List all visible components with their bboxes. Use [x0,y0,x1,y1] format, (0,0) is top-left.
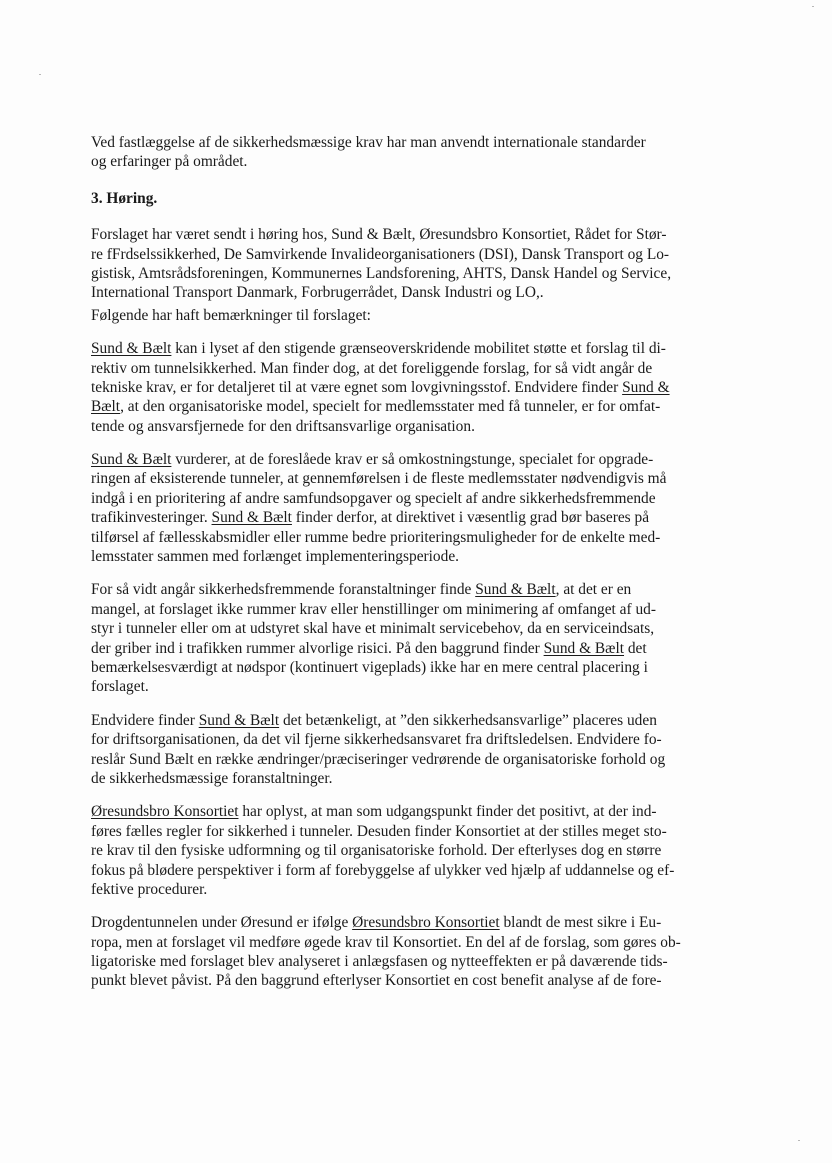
text-line: gistisk, Amtsrådsforeningen, Kommunernes Landsforening, AHTS, Dansk Handel og Service, [91,264,672,282]
text-line: Forslaget har været sendt i høring hos, Sund & Bælt, Øresundsbro Konsortiet, Rådet for Stør- [91,226,667,244]
intro-paragraph [91,133,761,172]
paragraph-oresundsbro-1 [91,802,761,899]
text-fragment: vurderer, at de foreslåede krav er så omkostningstunge, specialet for opgrade- [171,451,654,469]
text-line [91,711,761,730]
paragraph-sund-baelt-2 [91,450,761,566]
scan-speck [39,74,41,75]
text-fragment: det [624,639,647,657]
text-line [91,639,761,658]
scan-speck [798,1140,800,1141]
org-name-underlined: Sund & Bælt [91,340,172,358]
hearing-paragraph [91,225,761,303]
text-line: ringen af eksisterende tunneler, at gennemførelsen i de fleste medlemsstater nødvendigvis må [91,470,667,488]
text-line: rektiv om tunnelsikkerhed. Man finder dog, at det foreliggende forslag, for så vidt angår de [91,359,653,377]
text-line [91,913,761,932]
org-name-underlined: Sund & Bælt [198,711,280,729]
text-line: for driftsorganisationen, da det vil fjerne sikkerhedsansvaret fra driftsledelsen. Endvidere fo- [91,731,662,749]
text-fragment: , at den organisatoriske model, specielt for medlemsstater med få tunneler, er for omfat- [120,398,661,416]
text-fragment: trafikinvesteringer. [91,509,212,527]
section-heading: 3. Høring. [91,189,158,207]
text-line [91,450,761,469]
text-line: re krav til den fysiske udformning og til organisatoriske forhold. Der efterlyses dog en større [91,842,662,860]
org-name-underlined: Sund & [622,378,670,396]
text-line: mangel, at forslaget ikke rummer krav eller henstillinger om minimering af omfanget af ud- [91,600,656,618]
text-line: reslår Sund Bælt en række ændringer/præciseringer vedrørende de organisatoriske forhold og [91,750,666,768]
text-line [91,378,761,397]
text-line: punkt blevet påvist. På den baggrund efterlyser Konsortiet en cost benefit analyse af de fore- [91,972,662,990]
text-fragment: Drogdentunnelen under Øresund er ifølge [91,914,353,932]
org-name-underlined: Bælt [91,398,121,416]
text-fragment: , at det er en [555,581,632,599]
text-line [91,397,761,416]
scan-speck [812,6,814,7]
text-fragment: blandt de mest sikre i Eu- [499,914,662,932]
text-fragment: Endvidere finder [91,711,199,729]
text-line: styr i tunneler eller om at udstyret skal have et minimalt servicebehov, da en serviceindsats, [91,620,655,638]
text-line: de sikkerhedsmæssige foranstaltninger. [91,769,333,787]
org-name-underlined: Øresundsbro Konsortiet [352,914,500,932]
text-line: International Transport Danmark, Forbrugerrådet, Dansk Industri og LO,. [91,284,544,302]
text-line: tilførsel af fællesskabsmidler eller rumme bedre prioriteringsmuligheder for de enkelte med- [91,528,661,546]
paragraph-sund-baelt-4 [91,711,761,789]
paragraph-sund-baelt-3 [91,580,761,696]
text-fragment: kan i lyset af den stigende grænseoverskridende mobilitet støtte et forslag til di- [171,340,666,358]
text-fragment: der griber ind i trafikken rummer alvorlige risici. På den baggrund finder [91,639,544,657]
org-name-underlined: Sund & Bælt [475,581,556,599]
org-name-underlined: Sund & Bælt [91,451,172,469]
text-line: Ved fastlæggelse af de sikkerhedsmæssige krav har man anvendt internationale standarder [91,134,646,151]
text-line: føres fælles regler for sikkerhed i tunneler. Desuden finder Konsortiet at der stilles meget sto- [91,822,667,840]
document-body [91,133,761,991]
text-line: bemærkelsesværdigt at nødspor (kontinuert vigeplads) ikke har en mere central placering i [91,658,648,676]
text-line: ligatoriske med forslaget blev analyseret i anlægsfasen og nytteeffekten er på daværende tids- [91,953,668,971]
text-line [91,339,761,358]
org-name-underlined: Øresundsbro Konsortiet [91,803,239,821]
paragraph-sund-baelt-1 [91,339,761,436]
text-fragment: finder derfor, at direktivet i væsentlig grad bør baseres på [291,509,650,527]
text-line: indgå i en prioritering af andre samfundsopgaver og specielt af andre sikkerhedsfremmende [91,489,656,507]
org-name-underlined: Sund & Bælt [211,509,292,527]
remarks-intro: Følgende har haft bemærkninger til forslaget: [91,306,371,324]
text-line: ropa, men at forslaget vil medføre øgede krav til Konsortiet. En del af de forslag, som gøres ob- [91,933,681,951]
text-line: lemsstater sammen med forlænget implementeringsperiode. [91,548,459,566]
text-fragment: har oplyst, at man som udgangspunkt finder det positivt, at der ind- [238,803,657,821]
text-line: fokus på blødere perspektiver i form af forebyggelse af ulykker ved hjælp af uddannelse og ef- [91,861,675,879]
text-line: re fFrdselssikkerhed, De Samvirkende Invalideorganisationers (DSI), Dansk Transport og Lo- [91,245,670,263]
org-name-underlined: Sund & Bælt [543,639,625,657]
text-line [91,802,761,821]
text-fragment: tekniske krav, er for detaljeret til at være egnet som lovgivningsstof. Endvidere finder [91,378,623,396]
text-line: fektive procedurer. [91,880,208,898]
text-fragment: det betænkeligt, at ”den sikkerhedsansvarlige” placeres uden [279,711,657,729]
text-line [91,508,761,527]
text-fragment: For så vidt angår sikkerhedsfremmende foranstaltninger finde [91,581,476,599]
paragraph-oresundsbro-2 [91,913,761,991]
text-line: tende og ansvarsfjernede for den driftsansvarlige organisation. [91,417,475,435]
text-line [91,580,761,599]
text-line: og erfaringer på området. [91,153,248,171]
text-line: forslaget. [91,678,149,696]
